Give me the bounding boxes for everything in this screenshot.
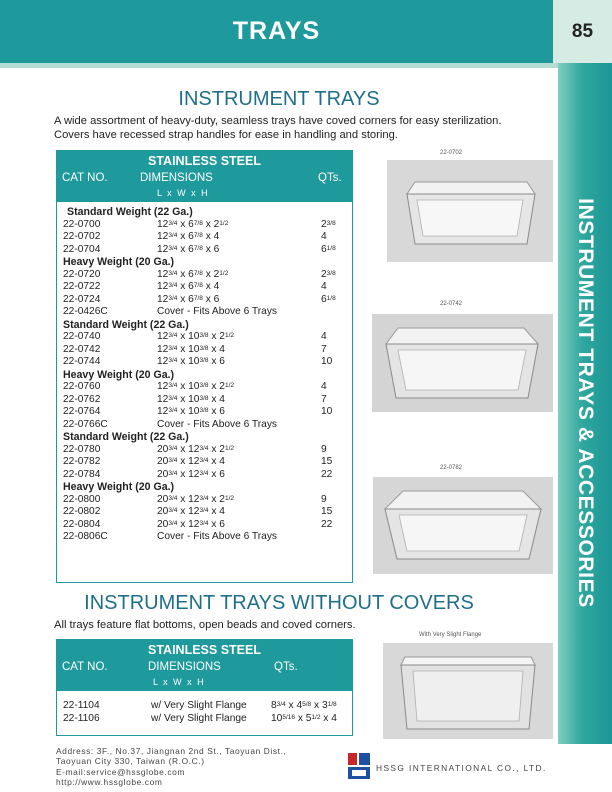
table-title: STAINLESS STEEL <box>148 154 261 168</box>
table-row: 22-0724 $12^{3/4}$ x $6^{7/8}$ x 6 $6^{1/8}$ <box>63 293 336 305</box>
table-row: 22-0742 $12^{3/4}$ x $10^{3/8}$ x 4 7 <box>63 343 327 355</box>
page-number: 85 <box>553 0 612 63</box>
table-body <box>56 691 353 736</box>
col-dimensions: DIMENSIONS <box>148 661 221 673</box>
email-link[interactable]: E-mail:service@hssglobe.com <box>56 766 185 777</box>
table-title: STAINLESS STEEL <box>148 643 261 657</box>
table-body <box>56 202 353 583</box>
photo-caption: 22-0742 <box>440 301 463 307</box>
trays-without-covers-table <box>56 639 353 736</box>
intro-line-1: A wide assortment of heavy-duty, seamless trays have coved corners for easy sterilization. <box>54 115 502 127</box>
group-heading: Heavy Weight (20 Ga.) <box>63 368 175 381</box>
col-dimensions: DIMENSIONS <box>140 172 213 184</box>
group-heading: Standard Weight (22 Ga.) <box>63 431 189 443</box>
photo-caption: 22-0782 <box>440 465 463 471</box>
table-row: 22-0744 $12^{3/4}$ x $10^{3/8}$ x 6 10 <box>63 356 333 367</box>
company-logo <box>346 750 372 782</box>
table-row: 22-0426C Cover - Fits Above 6 Trays <box>63 306 278 317</box>
tray-illustration <box>387 160 553 262</box>
table-row: 22-0800 $20^{3/4}$ x $12^{3/4}$ x $2^{1/2}$ 9 <box>63 493 327 505</box>
col-qts: QTs. <box>274 661 298 673</box>
group-heading: Heavy Weight (20 Ga.) <box>63 256 175 268</box>
tray-illustration <box>373 477 553 574</box>
table-row: 22-0700 $12^{3/4}$ x $6^{7/8}$ x $2^{1/2}$ $2^{3/8}$ <box>63 218 336 230</box>
table-row: 22-0720 $12^{3/4}$ x $6^{7/8}$ x $2^{1/2}$ $2^{3/8}$ <box>63 268 336 280</box>
table-row: 22-0802 $20^{3/4}$ x $12^{3/4}$ x 4 15 <box>63 506 333 517</box>
table-row: 22-0704 $12^{3/4}$ x $6^{7/8}$ x 6 $6^{1/8}$ <box>63 243 336 255</box>
table-row: 22-0722 $12^{3/4}$ x $6^{7/8}$ x 4 4 <box>63 281 327 292</box>
group-heading: Standard Weight (22 Ga.) <box>63 318 189 331</box>
section-title-trays-without-covers: INSTRUMENT TRAYS WITHOUT COVERS <box>84 592 474 614</box>
table-row: 22-1106 w/ Very Slight Flange $10^{5/16}$ x $5^{1/2}$ x 4 <box>63 713 337 724</box>
website-link[interactable]: http://www.hssglobe.com <box>56 776 163 787</box>
tray-photo <box>383 643 553 739</box>
table-row: 22-0762 $12^{3/4}$ x $10^{3/8}$ x 4 7 <box>63 393 327 405</box>
col-qts: QTs. <box>318 172 342 184</box>
table-row: 22-0784 $20^{3/4}$ x $12^{3/4}$ x 6 22 <box>63 468 333 480</box>
tray-illustration <box>383 643 553 739</box>
col-cat-no: CAT NO. <box>62 172 108 184</box>
table-row: 22-0766C Cover - Fits Above 6 Trays <box>63 418 278 430</box>
table-row: 22-0764 $12^{3/4}$ x $10^{3/8}$ x 6 10 <box>63 406 333 417</box>
header-underline <box>0 63 558 68</box>
table-row: 22-0806C Cover - Fits Above 6 Trays <box>63 531 278 542</box>
photo-caption: 22-0702 <box>440 150 463 156</box>
table-row: 22-0702 $12^{3/4}$ x $6^{7/8}$ x 4 4 <box>63 231 327 242</box>
tray-photo <box>373 477 553 574</box>
intro-line-2: Covers have recessed strap handles for ease in handling and storing. <box>54 129 398 141</box>
group-heading: Standard Weight (22 Ga.) <box>67 206 193 218</box>
section2-intro: All trays feature flat bottoms, open beads and coved corners. <box>54 619 356 631</box>
group-heading: Heavy Weight (20 Ga.) <box>63 481 175 493</box>
page-title: TRAYS <box>232 17 321 45</box>
section-title-instrument-trays: INSTRUMENT TRAYS <box>178 88 380 110</box>
dimensions-sub: L x W x H <box>157 188 210 198</box>
photo-caption: With Very Slight Flange <box>419 632 482 638</box>
table-row: 22-0780 $20^{3/4}$ x $12^{3/4}$ x $2^{1/2}$ 9 <box>63 443 327 455</box>
table-header <box>56 150 353 202</box>
table-row: 22-1104 w/ Very Slight Flange $8^{3/4}$ x $4^{5/8}$ x $3^{1/8}$ <box>63 700 337 711</box>
company-name: HSSG INTERNATIONAL CO., LTD. <box>376 763 547 773</box>
side-banner-text: INSTRUMENT TRAYS & ACCESSORIES <box>574 198 597 608</box>
table-row: 22-0740 $12^{3/4}$ x $10^{3/8}$ x $2^{1/2}$ 4 <box>63 331 327 342</box>
instrument-trays-table <box>56 150 353 583</box>
dimensions-sub: L x W x H <box>153 677 206 687</box>
tray-photo <box>372 314 553 412</box>
table-row: 22-0760 $12^{3/4}$ x $10^{3/8}$ x $2^{1/2}$ 4 <box>63 381 327 392</box>
address-line-1: Address: 3F., No.37, Jiangnan 2nd St., Taoyuan Dist., <box>56 746 287 756</box>
tray-illustration <box>372 314 553 412</box>
tray-photo <box>387 160 553 262</box>
table-header <box>56 639 353 691</box>
table-row: 22-0782 $20^{3/4}$ x $12^{3/4}$ x 4 15 <box>63 456 333 467</box>
address-line-2: Taoyuan City 330, Taiwan (R.O.C.) <box>56 756 205 767</box>
col-cat-no: CAT NO. <box>62 661 108 673</box>
table-row: 22-0804 $20^{3/4}$ x $12^{3/4}$ x 6 22 <box>63 518 333 530</box>
footer-address <box>56 746 286 787</box>
